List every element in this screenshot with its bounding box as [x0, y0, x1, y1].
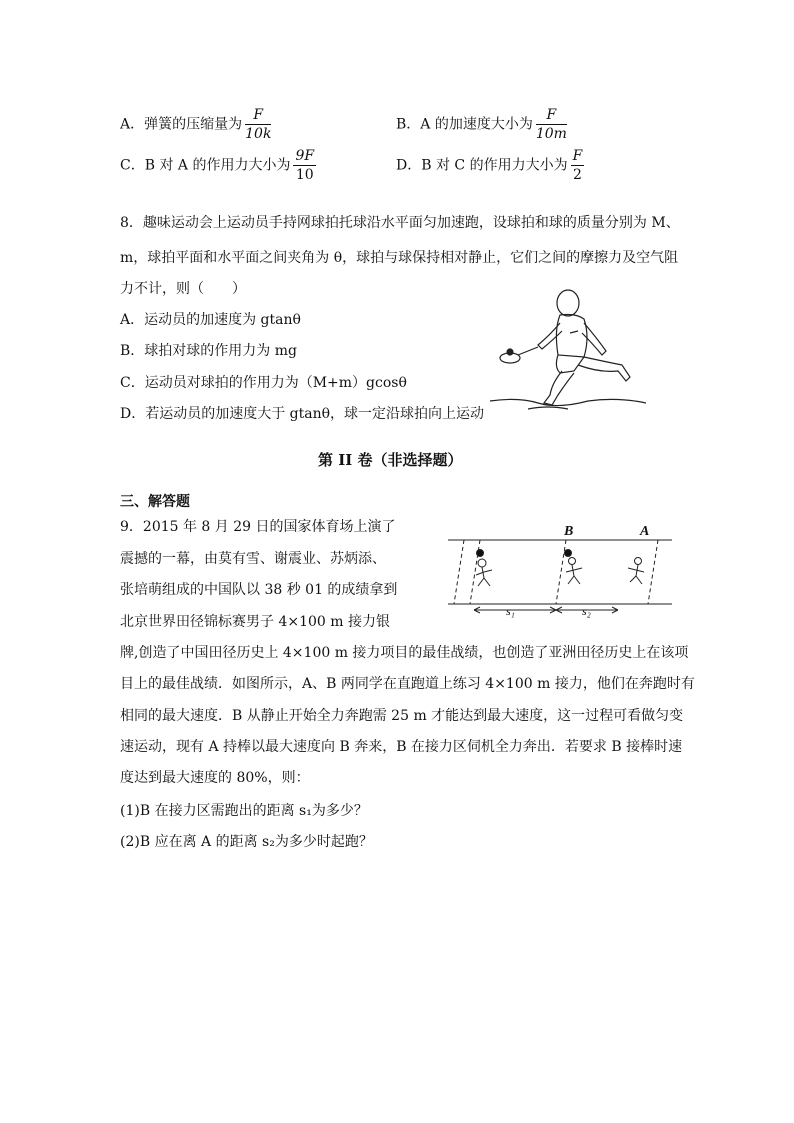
label-s1: s₁ [506, 604, 515, 618]
q9-sub1: (1)B 在接力区需跑出的距离 s₁为多少？ [120, 803, 368, 819]
q7-option-a: A．弹簧的压缩量为 $\frac{F}{10k}$ [120, 107, 272, 142]
q8-option-b: B．球拍对球的作用力为 mg [120, 343, 297, 359]
label-s2: s₂ [582, 604, 591, 618]
zone-line-1 [454, 540, 464, 604]
q9-line1: 9．2015 年 8 月 29 日的国家体育场上演了 [120, 519, 396, 535]
relay-track-figure [440, 520, 680, 620]
q8-stem-line2: m，球拍平面和水平面之间夹角为 θ，球拍与球保持相对静止，它们之间的摩擦力及空气阻 [120, 250, 679, 266]
baton-ball-2 [565, 550, 572, 557]
q8-stem-line3: 力不计，则（ ） [120, 281, 246, 297]
q9-line4: 北京世界田径锦标赛男子 4×100 m 接力银 [120, 614, 390, 630]
q9-line5: 牌,创造了中国田径历史上 4×100 m 接力项目的最佳战绩，也创造了亚洲田径历史上在该项 [120, 645, 689, 661]
q8-stem-line1: 8．趣味运动会上运动员手持网球拍托球沿水平面匀加速跑，设球拍和球的质量分别为 M、 [120, 215, 680, 231]
section-heading: 三、解答题 [120, 494, 190, 510]
runner-figure-b [566, 558, 582, 585]
q9-line8: 速运动，现有 A 持棒以最大速度向 B 奔来，B 在接力区伺机全力奔出．若要求 B 接棒时速 [120, 739, 683, 755]
fraction: $\frac{F}{10k}$ [245, 107, 272, 142]
runner-front-leg [544, 371, 574, 405]
label-a: A [640, 524, 650, 539]
fraction: $\frac{F}{10m}$ [535, 107, 567, 142]
q7-option-d: D．B 对 C 的作用力大小为 $\frac{F}{2}$ [396, 148, 583, 183]
q9-line6: 目上的最佳战绩．如图所示，A、B 两同学在直跑道上练习 4×100 m 接力，他们在奔跑时有 [120, 676, 695, 692]
q8-option-c: C．运动员对球拍的作用力为（M+m）gcosθ [120, 375, 407, 391]
q9-line7: 相同的最大速度．B 从静止开始全力奔跑需 25 m 才能达到最大速度，这一过程可看做匀变 [120, 708, 684, 724]
runner-head [557, 290, 579, 316]
q7-option-b: B．A 的加速度大小为 $\frac{F}{10m}$ [396, 107, 567, 142]
ground-line [490, 399, 646, 405]
q9-sub2: (2)B 应在离 A 的距离 s₂为多少时起跑？ [120, 834, 373, 850]
q8-option-a: A．运动员的加速度为 gtanθ [120, 312, 301, 328]
q9-line9: 度达到最大速度的 80%，则： [120, 770, 310, 786]
runner-shirt [556, 315, 587, 358]
runner-illustration [488, 285, 648, 415]
section-title: 第 II 卷（非选择题） [318, 451, 463, 469]
q9-line3: 张培萌组成的中国队以 38 秒 01 的成绩拿到 [120, 582, 398, 598]
q8-option-d: D．若运动员的加速度大于 gtanθ，球一定沿球拍向上运动 [120, 406, 485, 422]
zone-line-4 [648, 540, 658, 604]
fraction: $\frac{F}{2}$ [572, 148, 583, 183]
runner-arm [538, 323, 562, 349]
runner-back-leg [578, 357, 630, 381]
q7-option-c: C．B 对 A 的作用力大小为 $\frac{9F}{10}$ [120, 148, 315, 183]
runner-figure-1 [476, 559, 492, 586]
baton-ball-1 [477, 550, 484, 557]
label-b: B [564, 524, 574, 539]
ball [507, 349, 513, 355]
racket-handle [518, 347, 538, 355]
fraction: $\frac{9F}{10}$ [295, 148, 315, 183]
zone-line-3 [556, 540, 566, 604]
q9-line2: 震撼的一幕，由莫有雪、谢震业、苏炳添、 [120, 551, 386, 567]
runner-figure-a [628, 558, 644, 585]
